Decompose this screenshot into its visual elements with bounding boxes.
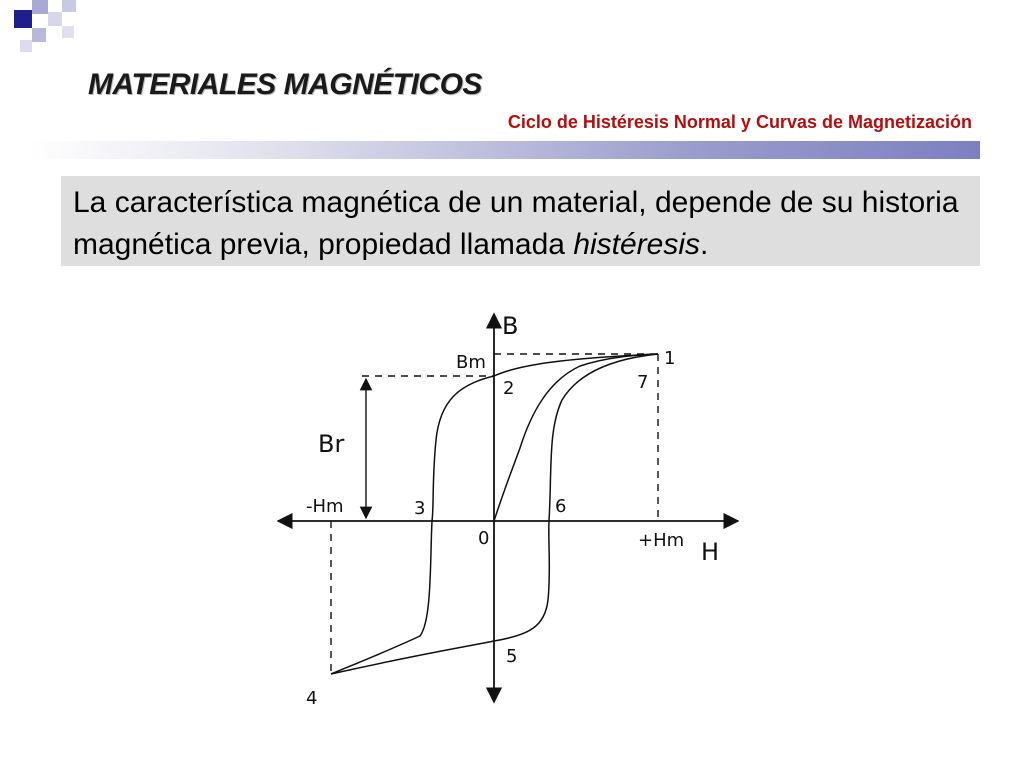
point-2-label: 2 (503, 378, 515, 399)
axis-h-label: H (701, 538, 720, 566)
br-label: Br (318, 430, 345, 458)
initial-magnetization-curve (494, 354, 658, 521)
axis-b-label: B (502, 312, 519, 340)
minus-hm-label: -Hm (306, 496, 344, 517)
bm-label: Bm (456, 352, 486, 373)
point-5-label: 5 (506, 646, 518, 667)
slide-subtitle: Ciclo de Histéresis Normal y Curvas de Magnetización (507, 112, 972, 132)
slide-title: MATERIALES MAGNÉTICOS (88, 68, 482, 101)
intro-text: La característica magnética de un material, depende de su historia magnética previa, propiedad llamada (73, 186, 959, 261)
point-6-label: 6 (555, 496, 567, 517)
point-3-label: 3 (414, 498, 426, 519)
intro-emphasis: histéresis (573, 228, 701, 261)
point-4-label: 4 (306, 688, 318, 709)
point-1-label: 1 (664, 348, 676, 369)
intro-period: . (700, 228, 709, 261)
plus-hm-label: +Hm (638, 530, 685, 551)
point-7-label: 7 (637, 372, 649, 393)
origin-label: 0 (478, 528, 490, 549)
